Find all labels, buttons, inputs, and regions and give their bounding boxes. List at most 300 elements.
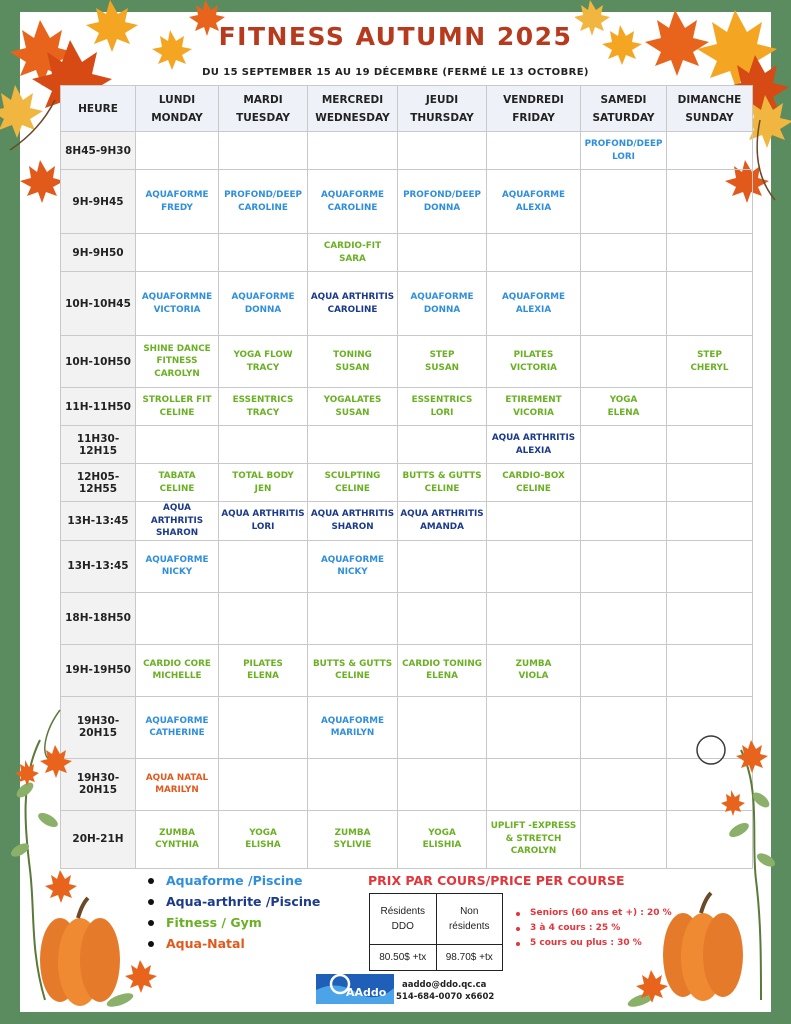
class-cell [487, 170, 581, 234]
class-cell [398, 272, 487, 336]
schedule-row [61, 336, 753, 388]
class-name: ESSENTRICS [411, 395, 473, 405]
class-cell [219, 810, 308, 868]
instructor-name: CAROLINE [327, 202, 378, 213]
instructor-name: ELENA [247, 671, 279, 681]
class-cell [308, 696, 398, 758]
class-entry [581, 394, 666, 419]
class-name: ETIREMENT [505, 395, 562, 405]
class-cell [136, 132, 219, 170]
class-cell [308, 388, 398, 426]
class-name: ZUMBA [334, 827, 371, 838]
schedule-row [61, 426, 753, 464]
class-entry [308, 715, 397, 740]
schedule-row [61, 464, 753, 502]
class-entry [136, 554, 218, 579]
class-cell [219, 336, 308, 388]
class-cell [308, 644, 398, 696]
time-slot: 12H05-12H55 [61, 464, 136, 502]
instructor-name: JEN [254, 483, 272, 494]
schedule-row [61, 170, 753, 234]
class-name: FITNESS [156, 356, 198, 367]
instructor-name: DONNA [423, 202, 461, 213]
class-name: AQUA ARTHRITIS [221, 509, 305, 520]
class-entry [487, 820, 580, 858]
class-name: AQUAFORME [321, 190, 384, 200]
contact-phone: 514-684-0070 x6602 [396, 992, 495, 1002]
instructor-name: CAROLYN [154, 368, 200, 379]
header-label: JEUDI [425, 93, 459, 106]
instructor-name: CAROLYN [510, 846, 557, 857]
instructor-name: ALEXIA [515, 202, 552, 213]
class-entry [487, 349, 580, 374]
header-label: SUNDAY [685, 111, 734, 124]
instructor-name: VICORIA [513, 407, 554, 418]
contact-info [396, 979, 494, 1003]
class-entry [308, 658, 397, 683]
class-entry [136, 502, 218, 540]
legend-item-aqua-arthrite [148, 891, 320, 912]
class-cell [136, 170, 219, 234]
class-cell [667, 132, 753, 170]
class-name: ESSENTRICS [232, 395, 294, 405]
instructor-name: FREDY [161, 202, 193, 213]
schedule-row [61, 502, 753, 541]
class-entry [398, 470, 486, 495]
class-cell [398, 234, 487, 272]
class-name: BUTTS & GUTTS [312, 658, 393, 669]
time-slot: 10H-10H45 [61, 272, 136, 336]
legend [148, 870, 320, 954]
header-wednesday [308, 86, 398, 132]
price-title: PRIX PAR COURS/PRICE PER COURSE [368, 873, 625, 888]
contact-email: aaddo@ddo.qc.ca [402, 980, 487, 990]
class-entry [487, 432, 580, 457]
class-entry [667, 349, 752, 374]
class-cell [581, 272, 667, 336]
class-entry [308, 470, 397, 495]
class-name: AQUAFORME [321, 715, 384, 726]
class-name: BUTTS & GUTTS [402, 471, 482, 481]
instructor-name: SHARON [155, 528, 199, 538]
class-cell [581, 388, 667, 426]
class-name: AQUAFORME [145, 715, 209, 726]
price-header-non-residents: Non résidents [436, 894, 503, 945]
class-cell [487, 132, 581, 170]
class-cell [136, 592, 219, 644]
instructor-name: SUSAN [425, 362, 459, 373]
instructor-name: MARILYN [330, 728, 375, 738]
class-cell [219, 502, 308, 541]
instructor-name: VICTORIA [153, 304, 201, 315]
class-name: AQUAFORME [502, 292, 565, 302]
class-cell [398, 336, 487, 388]
class-cell [581, 592, 667, 644]
class-name: TABATA [158, 471, 196, 481]
class-name: AQUAFORMNE [141, 292, 213, 302]
class-name: PILATES [513, 350, 554, 360]
class-cell [581, 540, 667, 592]
class-cell [398, 426, 487, 464]
instructor-name: SARA [339, 253, 366, 264]
time-slot: 11H-11H50 [61, 388, 136, 426]
class-entry [136, 470, 218, 495]
class-name: & STRETCH [505, 833, 562, 844]
instructor-name: DONNA [423, 304, 461, 315]
class-name: AQUAFORME [502, 190, 565, 200]
class-entry [487, 470, 580, 495]
header-label: VENDREDI [503, 93, 564, 106]
instructor-name: LORI [251, 521, 275, 532]
class-entry [136, 343, 218, 381]
instructor-name: CHERYL [690, 362, 729, 373]
class-name: PROFOND/DEEP [403, 190, 481, 200]
class-entry [398, 349, 486, 374]
class-entry [487, 291, 580, 316]
header-label: LUNDI [158, 93, 196, 106]
instructor-name: LORI [612, 151, 635, 162]
legend-label: Aqua-arthrite /Piscine [166, 894, 321, 909]
header-label: SATURDAY [592, 111, 655, 124]
class-cell [487, 272, 581, 336]
header-label: WEDNESDAY [315, 111, 390, 124]
class-name: PILATES [243, 658, 283, 669]
class-cell [219, 388, 308, 426]
class-entry [398, 827, 486, 852]
legend-item-aquaforme [148, 870, 320, 891]
legend-label: Aquaforme /Piscine [166, 873, 303, 888]
instructor-name: CAROLINE [327, 304, 378, 315]
schedule-row [61, 540, 753, 592]
class-cell [581, 336, 667, 388]
legend-item-aqua-natal [148, 933, 320, 954]
instructor-name: CELINE [424, 483, 460, 494]
instructor-name: NICKY [337, 567, 368, 577]
class-cell [308, 336, 398, 388]
class-cell [308, 758, 398, 810]
class-entry [219, 827, 307, 852]
class-cell [667, 170, 753, 234]
discount-seniors: Seniors (60 ans et +) : 20 % [516, 906, 672, 921]
class-entry [308, 291, 397, 316]
class-entry [308, 189, 397, 214]
instructor-name: ELENA [426, 671, 458, 681]
class-name: STEP [429, 350, 455, 360]
class-name: AQUA ARTHRITIS [310, 509, 395, 520]
class-entry [219, 394, 307, 419]
class-cell [581, 132, 667, 170]
class-cell [487, 592, 581, 644]
class-cell [308, 810, 398, 868]
aaddo-logo-icon [316, 970, 394, 1004]
class-cell [308, 234, 398, 272]
class-entry [398, 508, 486, 533]
instructor-name: VIOLA [518, 671, 549, 681]
pumpkin-right-icon [663, 893, 743, 1001]
class-name: AQUAFORME [145, 554, 209, 565]
class-cell [398, 502, 487, 541]
class-cell [398, 644, 487, 696]
price-value-residents: 80.50$ +tx [370, 944, 437, 970]
class-cell [398, 170, 487, 234]
class-entry [136, 658, 218, 683]
header-label: MONDAY [151, 111, 203, 124]
instructor-name: NICKY [161, 567, 193, 577]
class-cell [581, 170, 667, 234]
class-entry [398, 658, 486, 683]
class-cell [487, 644, 581, 696]
time-slot: 19H30-20H15 [61, 758, 136, 810]
schedule-row [61, 592, 753, 644]
class-entry [308, 827, 397, 852]
class-name: AQUAFORME [410, 292, 474, 302]
instructor-name: CELINE [159, 407, 195, 418]
page-subtitle: DU 15 SEPTEMBER 15 AU 19 DÉCEMBRE (FERMÉ LE 13 OCTOBRE) [202, 67, 589, 78]
class-cell [581, 426, 667, 464]
header-label: FRIDAY [512, 111, 555, 124]
class-cell [487, 696, 581, 758]
class-cell [219, 132, 308, 170]
class-entry [308, 508, 397, 533]
class-entry [219, 189, 307, 214]
instructor-name: VICTORIA [510, 362, 557, 373]
instructor-name: ELISHA [245, 840, 281, 850]
header-sunday [667, 86, 753, 132]
pumpkin-left-icon [40, 898, 120, 1006]
class-cell [398, 758, 487, 810]
class-name: AQUAFORME [321, 554, 384, 565]
instructor-name: DONNA [244, 304, 282, 315]
class-name: SCULPTING [324, 471, 381, 481]
header-label: MERCREDI [321, 93, 384, 106]
class-cell [219, 464, 308, 502]
class-name: PROFOND/DEEP [584, 139, 663, 149]
time-slot: 20H-21H [61, 810, 136, 868]
class-cell [487, 464, 581, 502]
class-cell [219, 272, 308, 336]
instructor-name: CAROLINE [238, 202, 288, 213]
class-cell [667, 540, 753, 592]
time-slot: 13H-13:45 [61, 540, 136, 592]
time-slot: 18H-18H50 [61, 592, 136, 644]
class-name: TOTAL BODY [232, 471, 294, 481]
class-cell [136, 644, 219, 696]
class-cell [308, 132, 398, 170]
class-cell [581, 234, 667, 272]
header-time [61, 86, 136, 132]
instructor-name: ALEXIA [515, 445, 552, 456]
class-cell [308, 170, 398, 234]
time-slot: 19H-19H50 [61, 644, 136, 696]
class-cell [487, 502, 581, 541]
instructor-name: TRACY [246, 362, 280, 373]
instructor-name: CELINE [516, 483, 551, 494]
schedule-row [61, 234, 753, 272]
price-header-residents: Résidents DDO [370, 894, 437, 945]
schedule-row [61, 644, 753, 696]
class-cell [219, 644, 308, 696]
class-name: CARDIO TONING [402, 658, 482, 669]
class-entry [136, 291, 218, 316]
class-cell [136, 272, 219, 336]
class-entry [308, 349, 397, 374]
class-cell [219, 696, 308, 758]
legend-label: Fitness / Gym [166, 915, 262, 930]
class-cell [219, 234, 308, 272]
class-cell [308, 272, 398, 336]
class-cell [667, 336, 753, 388]
class-cell [487, 426, 581, 464]
class-cell [219, 758, 308, 810]
header-saturday [581, 86, 667, 132]
class-cell [487, 810, 581, 868]
class-name: AQUA ARTHRITIS [400, 509, 484, 520]
discount-list [516, 906, 672, 951]
header-tuesday [219, 86, 308, 132]
class-entry [308, 240, 397, 265]
class-name: UPLIFT -EXPRESS [490, 821, 577, 832]
class-entry [581, 138, 666, 163]
time-slot: 8H45-9H30 [61, 132, 136, 170]
class-name: CARDIO-FIT [323, 241, 382, 251]
time-slot: 10H-10H50 [61, 336, 136, 388]
class-cell [219, 592, 308, 644]
class-cell [398, 540, 487, 592]
class-cell [667, 388, 753, 426]
class-cell [581, 644, 667, 696]
class-entry [398, 394, 486, 419]
instructor-name: CATHERINE [149, 728, 205, 738]
discount-3-4-courses: 3 à 4 cours : 25 % [516, 921, 672, 936]
class-cell [308, 540, 398, 592]
class-cell [219, 426, 308, 464]
class-entry [398, 189, 486, 214]
class-cell [136, 234, 219, 272]
class-cell [136, 426, 219, 464]
class-cell [667, 644, 753, 696]
class-name: AQUA ARTHRITIS [491, 433, 576, 443]
class-cell [667, 592, 753, 644]
class-entry [487, 394, 580, 419]
class-name: SHINE DANCE [143, 343, 211, 354]
legend-label: Aqua-Natal [166, 936, 245, 951]
class-name: ZUMBA [515, 658, 552, 669]
class-name: YOGA [609, 395, 638, 405]
class-cell [219, 170, 308, 234]
class-cell [487, 336, 581, 388]
instructor-name: MARILYN [155, 785, 199, 795]
header-label: TUESDAY [236, 111, 290, 124]
instructor-name: LORI [430, 407, 454, 418]
class-cell [219, 540, 308, 592]
class-name: AQUAFORME [145, 190, 209, 200]
schedule-row [61, 132, 753, 170]
class-entry [487, 658, 580, 683]
header-label: SAMEDI [600, 93, 647, 106]
instructor-name: CELINE [335, 483, 370, 494]
instructor-name: ALEXIA [515, 304, 552, 315]
class-cell [581, 464, 667, 502]
class-cell [136, 502, 219, 541]
class-name: AQUA ARTHRITIS [310, 292, 395, 302]
class-name: STEP [697, 350, 722, 360]
instructor-name: ELISHIA [422, 840, 462, 850]
class-name: YOGALATES [323, 395, 382, 405]
discount-5-plus-courses: 5 cours ou plus : 30 % [516, 936, 672, 951]
class-cell [136, 540, 219, 592]
svg-text:AAddo: AAddo [346, 986, 387, 999]
header-label: HEURE [78, 102, 118, 115]
class-entry [219, 470, 307, 495]
class-entry [398, 291, 486, 316]
header-row [61, 86, 753, 132]
page-title: FITNESS AUTUMN 2025 [218, 22, 573, 51]
class-cell [136, 464, 219, 502]
class-name: CARDIO-BOX [502, 471, 565, 481]
header-label: DIMANCHE [677, 93, 742, 106]
class-name: YOGA FLOW [233, 350, 293, 360]
time-slot: 9H-9H45 [61, 170, 136, 234]
class-name: AQUAFORME [231, 292, 295, 302]
autumn-vine-left [0, 700, 180, 1024]
time-slot: 19H30-20H15 [61, 696, 136, 758]
class-entry [219, 508, 307, 533]
class-cell [398, 592, 487, 644]
header-friday [487, 86, 581, 132]
class-entry [136, 189, 218, 214]
class-name: AQUA ARTHRITIS [150, 503, 204, 526]
schedule-row [61, 272, 753, 336]
class-cell [667, 234, 753, 272]
time-slot: 9H-9H50 [61, 234, 136, 272]
price-table [369, 893, 503, 971]
header-label: MARDI [243, 93, 283, 106]
header-monday [136, 86, 219, 132]
instructor-name: SUSAN [335, 407, 370, 418]
class-name: YOGA [249, 827, 277, 838]
class-cell [398, 810, 487, 868]
autumn-vine-right [611, 730, 791, 1024]
class-cell [487, 540, 581, 592]
time-slot: 11H30-12H15 [61, 426, 136, 464]
class-cell [398, 132, 487, 170]
class-entry [219, 349, 307, 374]
class-entry [219, 658, 307, 683]
class-cell [667, 464, 753, 502]
header-label: THURSDAY [410, 111, 474, 124]
class-name: PROFOND/DEEP [224, 190, 302, 200]
class-cell [136, 388, 219, 426]
class-cell [136, 336, 219, 388]
class-cell [398, 696, 487, 758]
time-slot: 13H-13:45 [61, 502, 136, 541]
legend-item-fitness [148, 912, 320, 933]
class-cell [487, 234, 581, 272]
instructor-name: CELINE [159, 483, 195, 494]
class-cell [308, 464, 398, 502]
header-thursday [398, 86, 487, 132]
instructor-name: MICHELLE [152, 671, 202, 681]
class-name: TONING [333, 350, 372, 360]
instructor-name: TRACY [246, 407, 280, 418]
class-cell [308, 502, 398, 541]
class-cell [581, 502, 667, 541]
class-name: CARDIO CORE [143, 658, 211, 669]
class-cell [667, 426, 753, 464]
class-cell [398, 464, 487, 502]
class-name: ZUMBA [159, 827, 195, 838]
instructor-name: SYLIVIE [333, 840, 372, 850]
